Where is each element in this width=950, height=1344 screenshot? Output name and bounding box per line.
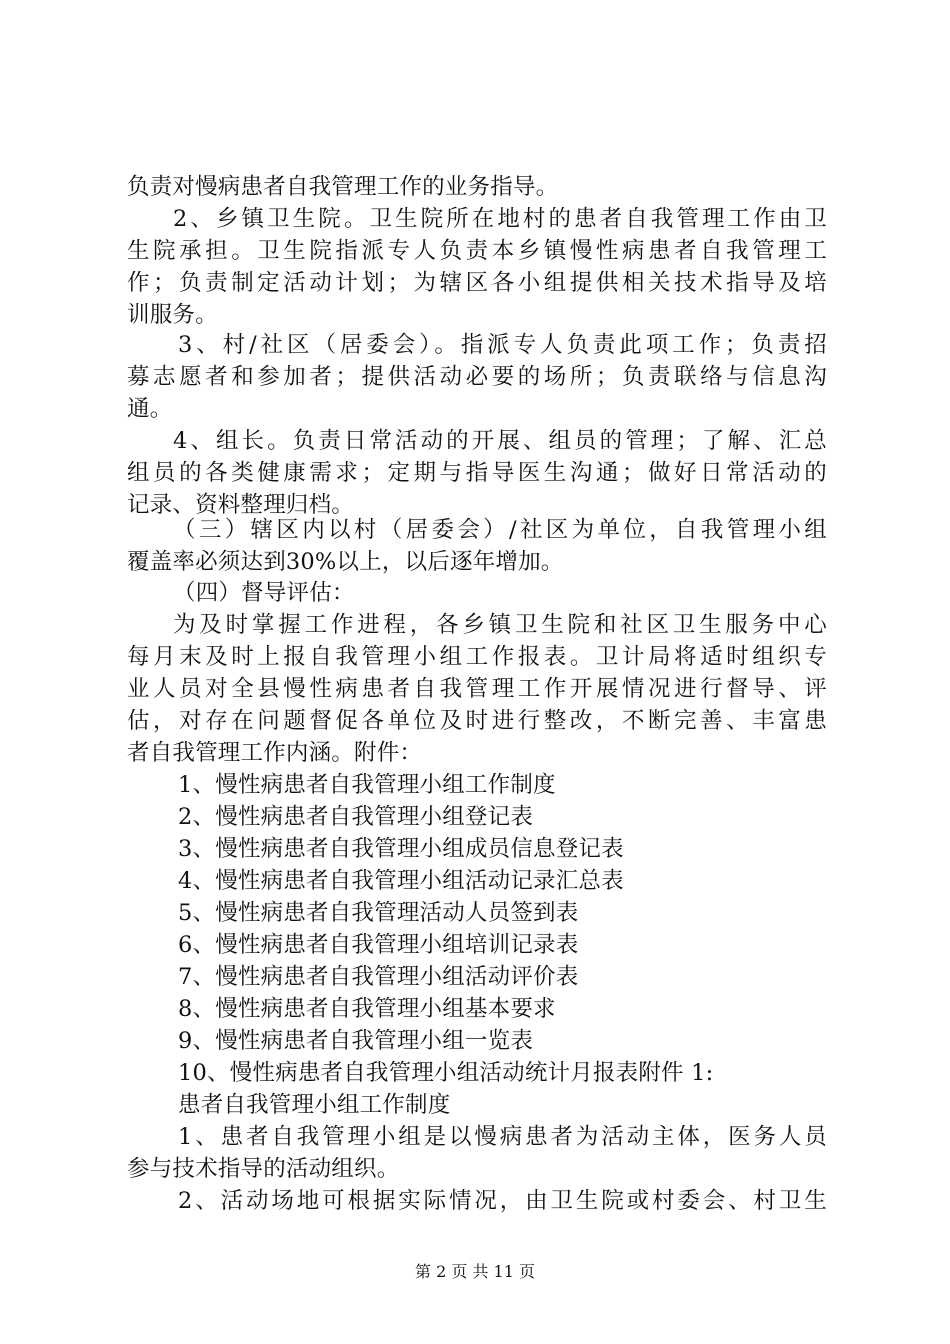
section-heading: 患者自我管理小组工作制度	[178, 1092, 451, 1118]
annex-list-item: 3、慢性病患者自我管理小组成员信息登记表	[178, 836, 624, 862]
text-line: 生院承担。卫生院指派专人负责本乡镇慢性病患者自我管理工	[127, 238, 827, 264]
text-line: 业人员对全县慢性病患者自我管理工作开展情况进行督导、评	[127, 676, 827, 702]
text-line: 募志愿者和参加者；提供活动必要的场所；负责联络与信息沟	[127, 364, 827, 390]
text-line: 1、患者自我管理小组是以慢病患者为活动主体，医务人员	[178, 1124, 827, 1150]
annex-list-item: 5、慢性病患者自我管理活动人员签到表	[178, 900, 579, 926]
text-line: 4、组长。负责日常活动的开展、组员的管理；了解、汇总	[173, 428, 827, 454]
annex-list-item: 4、慢性病患者自我管理小组活动记录汇总表	[178, 868, 624, 894]
text-line: （四）督导评估：	[173, 580, 355, 606]
annex-list-item: 1、慢性病患者自我管理小组工作制度	[178, 772, 556, 798]
text-line: 每月末及时上报自我管理小组工作报表。卫计局将适时组织专	[127, 644, 827, 670]
text-line: 估，对存在问题督促各单位及时进行整改，不断完善、丰富患	[127, 708, 827, 734]
text-line: 作；负责制定活动计划；为辖区各小组提供相关技术指导及培	[127, 270, 827, 296]
annex-list-item: 10、慢性病患者自我管理小组活动统计月报表附件 1:	[178, 1060, 714, 1086]
text-line: 训服务。	[127, 302, 218, 328]
annex-list-item: 8、慢性病患者自我管理小组基本要求	[178, 996, 556, 1022]
text-line: 通。	[127, 396, 173, 422]
annex-list-item: 6、慢性病患者自我管理小组培训记录表	[178, 932, 579, 958]
text-line: 记录、资料整理归档。	[127, 492, 355, 518]
page-number-footer: 第 2 页 共 11 页	[415, 1262, 535, 1281]
text-line: （三）辖区内以村（居委会）/社区为单位，自我管理小组	[173, 517, 827, 543]
text-line: 2、乡镇卫生院。卫生院所在地村的患者自我管理工作由卫	[173, 206, 827, 232]
text-line: 组员的各类健康需求；定期与指导医生沟通；做好日常活动的	[127, 460, 827, 486]
annex-list-item: 2、慢性病患者自我管理小组登记表	[178, 804, 534, 830]
text-line: 覆盖率必须达到30%以上，以后逐年增加。	[127, 549, 564, 575]
text-line: 2、活动场地可根据实际情况，由卫生院或村委会、村卫生	[178, 1188, 827, 1214]
text-line: 参与技术指导的活动组织。	[127, 1156, 400, 1182]
text-line: 负责对慢病患者自我管理工作的业务指导。	[127, 174, 559, 200]
text-line: 为及时掌握工作进程，各乡镇卫生院和社区卫生服务中心	[173, 612, 827, 638]
annex-list-item: 9、慢性病患者自我管理小组一览表	[178, 1028, 534, 1054]
text-line: 3、村/社区（居委会）。指派专人负责此项工作；负责招	[178, 332, 827, 358]
text-line: 者自我管理工作内涵。附件：	[127, 740, 423, 766]
annex-list-item: 7、慢性病患者自我管理小组活动评价表	[178, 964, 579, 990]
